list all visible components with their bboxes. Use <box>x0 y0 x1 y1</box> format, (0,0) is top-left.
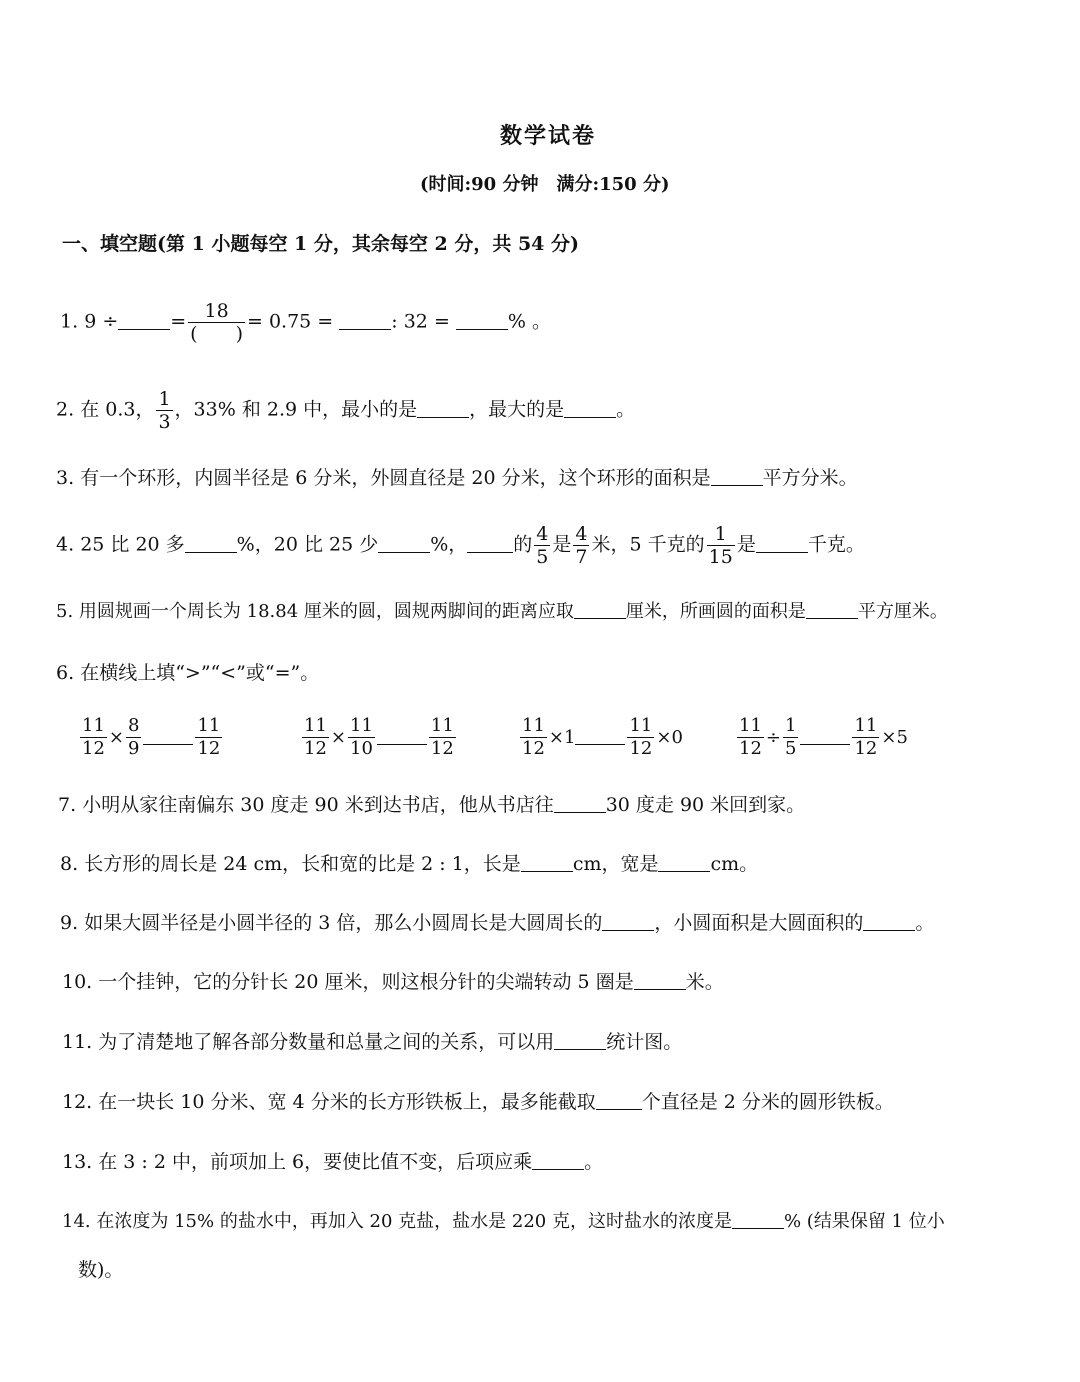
answer-blank[interactable] <box>800 726 850 745</box>
answer-blank[interactable] <box>554 1031 606 1050</box>
question-number: 6. <box>56 662 75 684</box>
answer-blank[interactable] <box>118 311 170 330</box>
question-7: 7. 小明从家往南偏东 30 度走 90 米到达书店，他从书店往 30 度走 90 米回到家。 <box>58 794 806 816</box>
compare-item-1: $\frac{11}{12}$ × $\frac{8}{9}$ $\frac{11}{12}$ <box>82 715 221 759</box>
question-number: 4. <box>56 533 75 556</box>
answer-blank[interactable] <box>521 853 573 872</box>
answer-blank[interactable] <box>658 853 710 872</box>
question-number: 2. <box>56 398 75 421</box>
answer-blank[interactable] <box>456 311 508 330</box>
question-number: 3. <box>56 467 75 489</box>
question-number: 1. <box>60 310 79 333</box>
answer-blank[interactable] <box>575 726 625 745</box>
exam-info: (时间:90 分钟 满分:150 分) <box>420 174 670 195</box>
question-number: 10. <box>62 971 93 993</box>
answer-blank[interactable] <box>532 1151 584 1170</box>
question-13: 13. 在 3 : 2 中，前项加上 6，要使比值不变，后项应乘 。 <box>62 1151 604 1173</box>
answer-blank[interactable] <box>596 1091 642 1110</box>
question-number: 11. <box>62 1031 93 1053</box>
compare-item-4: $\frac{11}{12}$ ÷ $\frac{1}{5}$ $\frac{11}{12}$ ×5 <box>739 715 908 759</box>
compare-item-2: $\frac{11}{12}$ × $\frac{11}{10}$ $\frac{11}{12}$ <box>304 715 454 759</box>
answer-blank[interactable] <box>711 467 763 486</box>
question-1: 1. 9 ÷ = $\frac{18}{( )}$ = 0.75 = : 32 = % 。 <box>60 300 551 345</box>
question-11: 11. 为了清楚地了解各部分数量和总量之间的关系，可以用 统计图。 <box>62 1031 683 1053</box>
section-heading: 一、填空题(第 1 小题每空 1 分，其余每空 2 分，共 54 分) <box>62 233 579 255</box>
answer-blank[interactable] <box>185 534 237 553</box>
fraction: $\frac{4}{5}$ <box>536 523 549 568</box>
answer-blank[interactable] <box>417 399 469 418</box>
answer-blank[interactable] <box>574 600 626 619</box>
question-8: 8. 长方形的周长是 24 cm，长和宽的比是 2 : 1，长是 cm，宽是 cm。 <box>60 853 759 875</box>
question-2: 2. 在 0.3， $\frac{1}{3}$ ，33% 和 2.9 中，最小的是 ，最大的是 。 <box>56 388 636 433</box>
compare-item-3: $\frac{11}{12}$ ×1 $\frac{11}{12}$ ×0 <box>522 715 683 759</box>
answer-blank[interactable] <box>339 311 391 330</box>
question-number: 7. <box>58 794 77 816</box>
question-9: 9. 如果大圆半径是小圆半径的 3 倍，那么小圆周长是大圆周长的 ，小圆面积是大圆面积的 。 <box>60 912 935 934</box>
question-number: 8. <box>60 853 79 875</box>
fraction: $\frac{18}{( )}$ <box>190 300 243 345</box>
question-number: 13. <box>62 1151 93 1173</box>
answer-blank[interactable] <box>143 726 193 745</box>
answer-blank[interactable] <box>467 534 513 553</box>
question-number: 9. <box>60 912 79 934</box>
fraction: $\frac{1}{15}$ <box>708 523 733 568</box>
fraction: $\frac{4}{7}$ <box>575 523 588 568</box>
question-5: 5. 用圆规画一个周长为 18.84 厘米的圆，圆规两脚间的距离应取 厘米，所画圆的面积是 平方厘米。 <box>56 601 948 622</box>
question-4: 4. 25 比 20 多 %，20 比 25 少 %， 的 $\frac{4}{5}$ 是 $\frac{4}{7}$ 米，5 千克的 $\frac{1}{15}$ 是 千克。 <box>56 523 865 568</box>
question-6: 6. 在横线上填“>”“<”或“=”。 <box>56 662 320 684</box>
answer-blank[interactable] <box>806 600 858 619</box>
answer-blank[interactable] <box>602 912 654 931</box>
question-10: 10. 一个挂钟，它的分针长 20 厘米，则这根分针的尖端转动 5 圈是 米。 <box>62 971 724 993</box>
question-number: 14. <box>62 1211 91 1232</box>
question-number: 12. <box>62 1091 93 1113</box>
page-title: 数学试卷 <box>500 123 597 149</box>
question-3: 3. 有一个环形，内圆半径是 6 分米，外圆直径是 20 分米，这个环形的面积是 平方分米。 <box>56 467 858 489</box>
answer-blank[interactable] <box>554 794 606 813</box>
question-number: 5. <box>56 601 74 622</box>
fraction: $\frac{1}{3}$ <box>158 388 171 433</box>
answer-blank[interactable] <box>378 534 430 553</box>
answer-blank[interactable] <box>756 534 808 553</box>
answer-blank[interactable] <box>634 971 686 990</box>
answer-blank[interactable] <box>377 726 427 745</box>
question-12: 12. 在一块长 10 分米、宽 4 分米的长方形铁板上，最多能截取 个直径是 2 分米的圆形铁板。 <box>62 1091 894 1113</box>
question-14: 14. 在浓度为 15% 的盐水中，再加入 20 克盐，盐水是 220 克，这时盐水的浓度是 % (结果保留 1 位小 <box>62 1211 945 1232</box>
answer-blank[interactable] <box>863 912 915 931</box>
question-14-continued: 数)。 <box>78 1259 124 1281</box>
answer-blank[interactable] <box>732 1210 784 1229</box>
answer-blank[interactable] <box>564 399 616 418</box>
